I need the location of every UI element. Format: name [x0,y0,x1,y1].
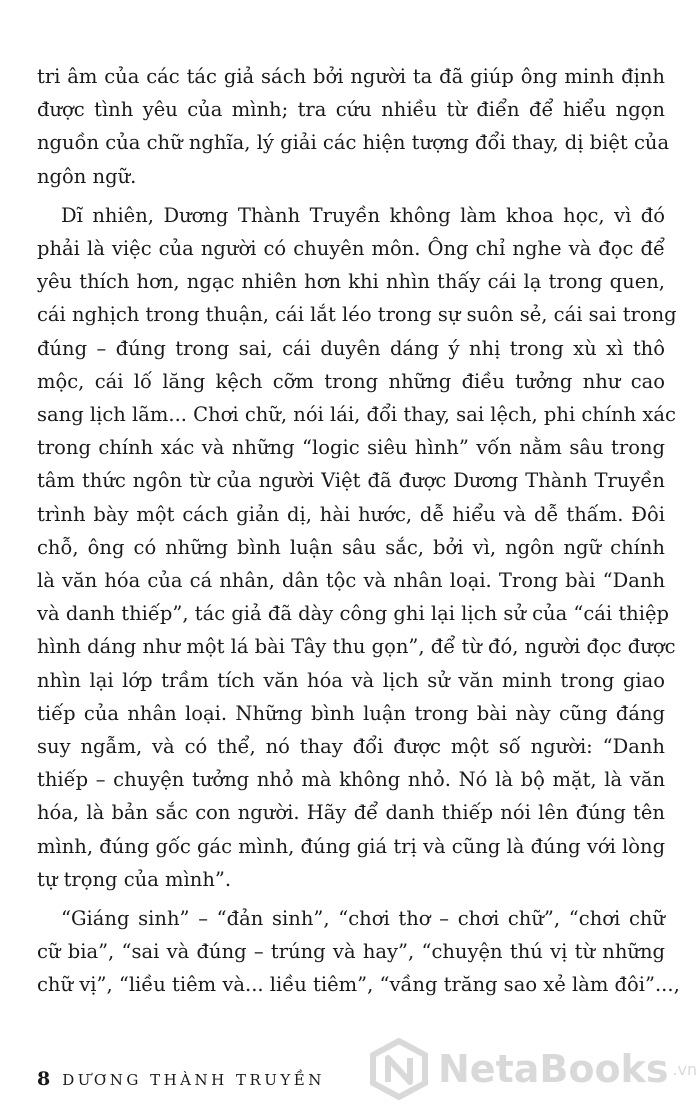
text-line: trong chính xác và những “logic siêu hình” vốn nằm sâu trong [37,436,665,460]
text-line: chữ vị”, “liều tiêm và... liều tiêm”, “vầng trăng sao xẻ làm đôi”..., [37,973,680,997]
running-head: DƯƠNG THÀNH TRUYỀN [62,1071,325,1089]
text-line: mộc, cái lố lăng kệch cỡm trong những điều tưởng như cao [37,369,665,393]
paragraph [37,199,677,896]
watermark-text: NetaBooks [438,1047,669,1091]
text-line: là văn hóa của cá nhân, dân tộc và nhân loại. Trong bài “Danh [37,569,665,593]
text-line: trình bày một cách giản dị, hài hước, dễ hiểu và dễ thấm. Đôi [37,502,665,526]
text-line: nguồn của chữ nghĩa, lý giải các hiện tượng đổi thay, dị biệt của [37,131,670,155]
page-footer [37,1068,325,1090]
paragraph [37,60,670,193]
netabooks-logo-icon [368,1038,430,1100]
page-number: 8 [37,1068,51,1090]
text-line: suy ngẫm, và có thể, nó thay đổi được một số người: “Danh [37,735,665,759]
text-line: và danh thiếp”, tác giả đã dày công ghi lại lịch sử của “cái thiệp [37,602,669,626]
text-line: mình, đúng gốc gác mình, đúng giá trị và cũng là đúng với lòng [37,834,666,858]
text-line: yêu thích hơn, ngạc nhiên hơn khi nhìn thấy cái lạ trong quen, [37,270,665,294]
text-line: cữ bia”, “sai và đúng – trúng và hay”, “chuyện thú vị từ những [37,940,665,964]
text-line: Dĩ nhiên, Dương Thành Truyền không làm khoa học, vì đó [61,203,665,227]
text-line: tự trọng của mình”. [37,867,232,891]
text-line: tri âm của các tác giả sách bởi người ta đã giúp ông minh định [37,65,665,88]
text-line: “Giáng sinh” – “đản sinh”, “chơi thơ – chơi chữ”, “chơi chữ [61,907,665,931]
text-line: tâm thức ngôn từ của người Việt đã được Dương Thành Truyền [37,469,665,493]
text-line: cái nghịch trong thuận, cái lắt léo trong sự suôn sẻ, cái sai trong [37,303,677,327]
text-line: ngôn ngữ. [37,164,137,188]
text-line: sang lịch lãm... Chơi chữ, nói lái, đổi thay, sai lệch, phi chính xác [37,403,676,427]
paragraph [37,902,680,1002]
text-line: đúng – đúng trong sai, cái duyên dáng ý nhị trong xù xì thô [37,336,665,360]
text-line: phải là việc của người có chuyên môn. Ông chỉ nghe và đọc để [37,237,665,261]
watermark [368,1038,697,1100]
text-line: nhìn lại lớp trầm tích văn hóa và lịch sử văn minh trong giao [37,668,665,692]
text-line: được tình yêu của mình; tra cứu nhiều từ điển để hiểu ngọn [37,98,665,122]
text-line: hình dáng như một lá bài Tây thu gọn”, để từ đó, người đọc được [37,635,676,659]
text-line: tiếp của nhân loại. Những bình luận trong bài này cũng đáng [37,701,665,725]
text-line: chỗ, ông có những bình luận sâu sắc, bởi vì, ngôn ngữ chính [37,535,665,559]
text-line: thiếp – chuyện tưởng nhỏ mà không nhỏ. Nó là bộ mặt, là văn [37,768,665,792]
body-text [37,60,680,1002]
text-line: hóa, là bản sắc con người. Hãy để danh thiếp nói lên đúng tên [37,801,665,825]
watermark-suffix: .vn [672,1059,698,1079]
